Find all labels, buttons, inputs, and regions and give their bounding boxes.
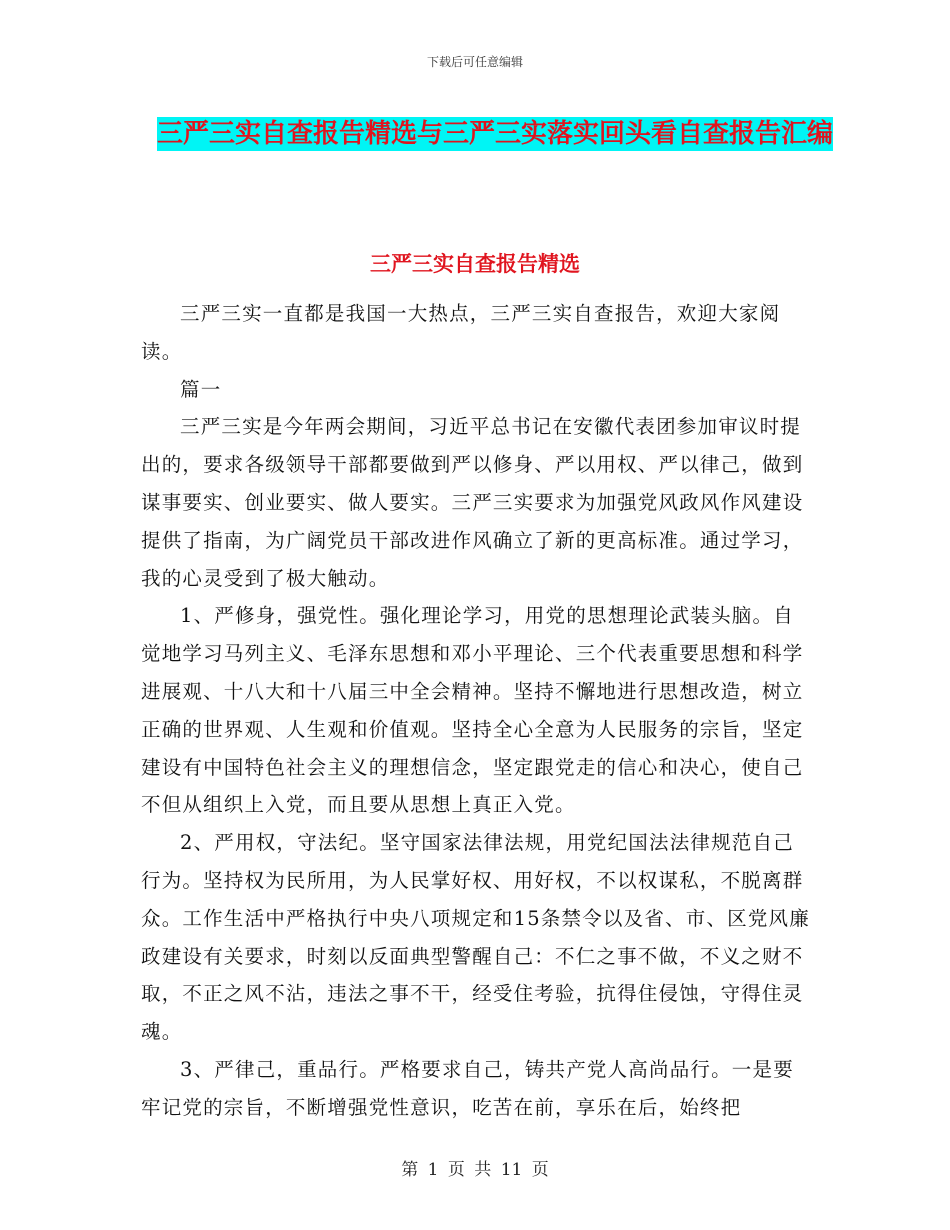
paragraph-intro: 三严三实一直都是我国一大热点，三严三实自查报告，欢迎大家阅读。 <box>141 302 781 363</box>
paragraph: 3、严律己，重品行。严格要求自己，铸共产党人高尚品行。一是要牢记党的宗旨，不断增强党性意识，吃苦在前，享乐在后，始终把 <box>141 1057 794 1119</box>
page-number: 第 1 页 共 11 页 <box>401 1160 549 1180</box>
paragraph-part-heading: 篇一 <box>180 377 222 401</box>
paragraph: 三严三实是今年两会期间，习近平总书记在安徽代表团参加审议时提出的，要求各级领导干部都要做到严以修身、严以用权、严以律己，做到谋事要实、创业要实、做人要实。三严三实要求为加强党风政风作风建设提供了指南，为广阔党员干部改进作风确立了新的更高标准。通过学习，我的心灵受到了极大触动。 <box>141 415 804 590</box>
title-highlight: 三严三实自查报告精选与三严三实落实回头看自查报告汇编 <box>156 119 833 149</box>
paragraph: 1、严修身，强党性。强化理论学习，用党的思想理论武装头脑。自觉地学习马列主义、毛泽东思想和邓小平理论、三个代表重要思想和科学进展观、十八大和十八届三中全会精神。坚持不懈地进行思想改造，树立正确的世界观、人生观和价值观。坚持全心全意为人民服务的宗旨，坚定建设有中国特色社会主义的理想信念，坚定跟党走的信心和决心，使自己不但从组织上入党，而且要从思想上真正入党。 <box>141 604 804 817</box>
section-title: 三严三实自查报告精选 <box>370 252 580 276</box>
paragraph: 2、严用权，守法纪。坚守国家法律法规，用党纪国法法律规范自己行为。坚持权为民所用，为人民掌好权、用好权，不以权谋私，不脱离群众。工作生活中严格执行中央八项规定和15条禁令以及省、市、区党风廉政建设有关要求，时刻以反面典型警醒自己：不仁之事不做，不义之财不取，不正之风不沾，违法之事不干，经受住考验，抗得住侵蚀，守得住灵魂。 <box>141 831 810 1044</box>
document-title <box>140 110 850 158</box>
header-note: 下载后可任意编辑 <box>426 55 523 69</box>
document-body <box>141 295 813 1127</box>
